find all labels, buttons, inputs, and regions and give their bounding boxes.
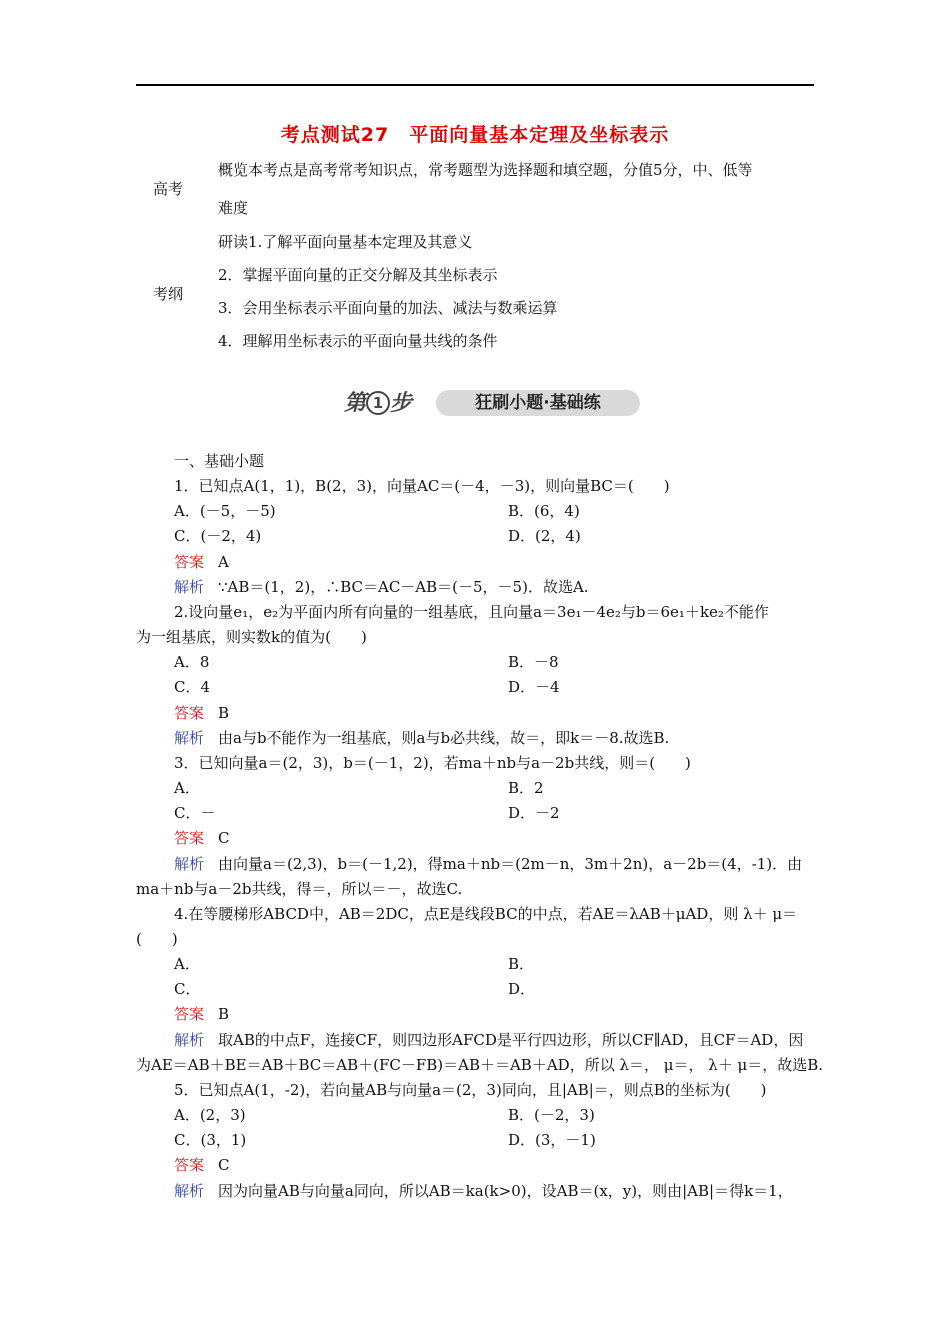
q4-option-d: D． [508, 980, 536, 998]
q3-stem: 3．已知向量a＝(2，3)，b＝(－1，2)，若ma＋nb与a－2b共线，则＝( ) [174, 754, 691, 772]
q3-answer: 答案 C [174, 829, 230, 847]
q3-analysis-1: 解析 由向量a＝(2,3)，b＝(－1,2)，得ma＋nb＝(2m－n，3m＋2n)，a－2b＝(4，-1)．由 [174, 855, 803, 873]
q2-analysis: 解析 由a与b不能作为一组基底，则a与b必共线，故＝，即k＝－8.故选B. [174, 729, 670, 747]
gaokao-text-2: 难度 [218, 199, 249, 217]
q1-analysis: 解析 ∵AB＝(1，2)，∴BC＝AC－AB＝(－5，－5)．故选A. [174, 578, 589, 596]
q4-analysis-1: 解析 取AB的中点F，连接CF，则四边形AFCD是平行四边形，所以CF∥AD，且CF＝AD，因 [174, 1031, 804, 1049]
q5-answer: 答案 C [174, 1156, 230, 1174]
q2-option-b: B．－8 [508, 653, 559, 671]
q5-option-c: C．(3，1) [174, 1131, 247, 1149]
q1-option-c: C．(－2，4) [174, 527, 262, 545]
kaogang-item-3: 3．会用坐标表示平面向量的加法、减法与数乘运算 [218, 299, 558, 317]
q2-answer: 答案 B [174, 704, 230, 722]
q2-stem-2: 为一组基底，则实数k的值为( ) [136, 628, 367, 646]
step-number: 第 1 步 [344, 391, 413, 416]
q3-option-d: D．－2 [508, 804, 560, 822]
step-banner [344, 386, 644, 420]
q4-stem-2: ( ) [136, 930, 178, 948]
gaokao-label: 高考 [153, 180, 184, 198]
kaogang-item-1: 研读1.了解平面向量基本定理及其意义 [218, 233, 473, 251]
q1-option-d: D．(2，4) [508, 527, 581, 545]
kaogang-item-4: 4．理解用坐标表示的平面向量共线的条件 [218, 332, 498, 350]
q1-option-b: B．(6，4) [508, 502, 580, 520]
kaogang-item-2: 2．掌握平面向量的正交分解及其坐标表示 [218, 266, 498, 284]
q1-option-a: A．(－5，－5) [174, 502, 276, 520]
q3-analysis-2: ma＋nb与a－2b共线，得＝，所以＝－，故选C. [136, 880, 463, 898]
q4-option-a: A． [174, 955, 200, 973]
q5-option-d: D．(3，－1) [508, 1131, 596, 1149]
step-pill-label: 狂刷小题·基础练 [436, 390, 640, 416]
q4-analysis-2: 为AE＝AB＋BE＝AB＋BC＝AB＋(FC－FB)＝AB＋＝AB＋AD，所以 λ＝， μ＝， λ＋ μ＝，故选B. [136, 1056, 824, 1074]
q5-option-b: B．(－2，3) [508, 1106, 595, 1124]
section-heading: 一、基础小题 [174, 452, 265, 470]
q4-stem-1: 4.在等腰梯形ABCD中，AB＝2DC，点E是线段BC的中点，若AE＝λAB＋μAD，则 λ＋ μ＝ [174, 905, 798, 923]
q5-option-a: A．(2，3) [174, 1106, 246, 1124]
top-rule [136, 84, 814, 86]
q4-option-c: C． [174, 980, 201, 998]
q1-stem: 1．已知点A(1，1)，B(2，3)，向量AC＝(－4，－3)，则向量BC＝( ) [174, 477, 670, 495]
kaogang-label: 考纲 [153, 285, 184, 303]
page-title: 考点测试27 平面向量基本定理及坐标表示 [280, 124, 670, 146]
q2-option-c: C．4 [174, 678, 211, 696]
q2-option-a: A．8 [174, 653, 210, 671]
gaokao-text-1: 概览本考点是高考常考知识点，常考题型为选择题和填空题，分值5分，中、低等 [218, 161, 753, 179]
q2-option-d: D．－4 [508, 678, 560, 696]
q4-answer: 答案 B [174, 1005, 230, 1023]
q3-option-a: A． [174, 779, 200, 797]
q4-option-b: B． [508, 955, 535, 973]
q5-analysis: 解析 因为向量AB与向量a同向，所以AB＝ka(k>0)，设AB＝(x，y)，则由|AB|＝得k＝1， [174, 1182, 793, 1200]
q5-stem: 5．已知点A(1，-2)，若向量AB与向量a＝(2，3)同向，且|AB|＝，则点B的坐标为( ) [174, 1081, 767, 1099]
q3-option-c: C．－ [174, 804, 216, 822]
q3-option-b: B．2 [508, 779, 544, 797]
q2-stem-1: 2.设向量e₁，e₂为平面内所有向量的一组基底，且向量a＝3e₁－4e₂与b＝6e₁＋ke₂不能作 [174, 603, 769, 621]
q1-answer: 答案 A [174, 553, 229, 571]
